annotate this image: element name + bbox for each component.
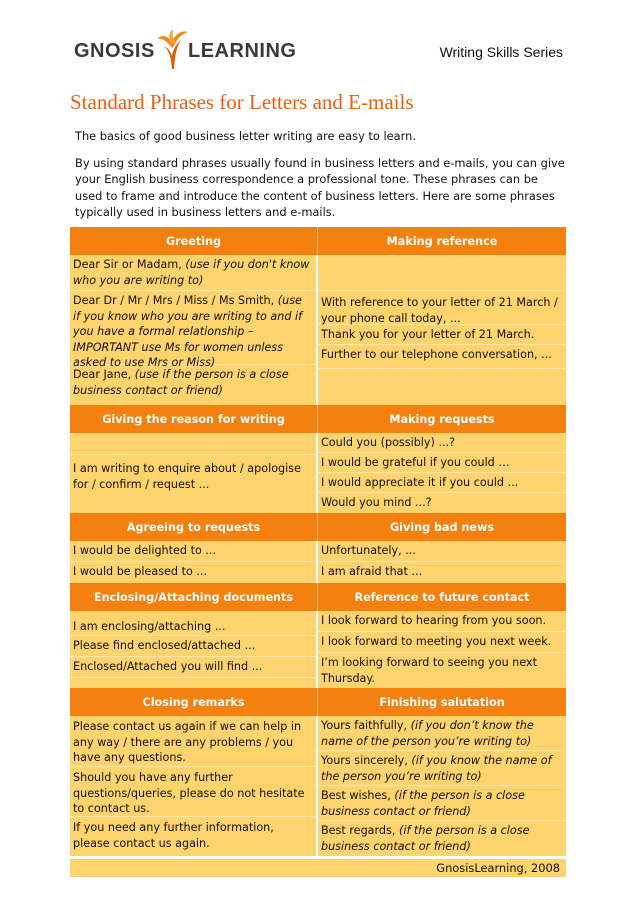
phrase-cell: I’m looking forward to seeing you next Thursday. — [321, 656, 538, 685]
intro-paragraph-2: By using standard phrases usually found in business letters and e-mails, you can give your English business correspondence a professional tone. These phrases can be used to frame and introduce the content of business letters. Here are some phrases typically used in business letters and e-mails. — [75, 155, 565, 219]
phrase-cell — [70, 365, 316, 405]
empty-cell — [318, 369, 566, 405]
section-enclosing — [70, 611, 566, 688]
phrase-note: (if the person is a close business contact or friend) — [321, 824, 530, 853]
phrase-cell: With reference to your letter of 21 March / your phone call today, ... — [318, 291, 566, 325]
phrase-text: Dear Dr / Mr / Mrs / Miss / Ms Smith, — [73, 294, 278, 307]
greeting-column — [70, 255, 318, 405]
section-reason — [70, 433, 566, 513]
intro-text — [75, 128, 565, 231]
section-header-row — [70, 688, 566, 716]
section-closing — [70, 716, 566, 856]
section-header-row — [70, 583, 566, 611]
page-title: Standard Phrases for Letters and E-mails — [70, 90, 414, 114]
phrase-note: (if you know the name of the person you’re writing to) — [321, 754, 552, 783]
phrase-cell: I look forward to meeting you next week. — [318, 632, 566, 653]
phrase-text: Dear Sir or Madam, — [73, 258, 186, 271]
empty-cell — [318, 255, 566, 291]
phrase-cell: Please find enclosed/attached ... — [70, 636, 316, 657]
series-label: Writing Skills Series — [439, 44, 563, 60]
phrase-cell — [70, 291, 316, 369]
closing-remarks-column — [70, 716, 318, 856]
header-agreeing: Agreeing to requests — [70, 513, 318, 541]
section-header-row — [70, 405, 566, 433]
header-giving-reason: Giving the reason for writing — [70, 405, 318, 433]
future-contact-column — [318, 611, 566, 688]
empty-cell — [70, 433, 316, 455]
phrase-cell: I would be delighted to ... — [70, 541, 316, 562]
header-making-requests: Making requests — [318, 405, 566, 433]
phrase-cell: I would be pleased to ... — [73, 565, 208, 578]
section-greeting — [70, 255, 566, 405]
phrase-cell: I am afraid that ... — [321, 565, 423, 578]
section-header-row — [70, 227, 566, 255]
header-bad-news: Giving bad news — [318, 513, 566, 541]
section-header-row — [70, 513, 566, 541]
phrase-cell — [318, 786, 566, 821]
phrase-cell — [318, 716, 566, 751]
empty-cell — [70, 678, 316, 688]
logo-text-learning: LEARNING — [188, 40, 297, 62]
phrase-text: Dear Jane, — [73, 368, 135, 381]
header-future-contact: Reference to future contact — [318, 583, 566, 611]
phrase-note: (if you don’t know the name of the person you’re writing to) — [321, 719, 534, 748]
phrase-note: (use if you don't know who you are writing to) — [73, 258, 310, 287]
logo-text-gnosis: GNOSIS — [74, 40, 155, 62]
phrase-text: Yours faithfully, — [321, 719, 411, 732]
header-finishing-salutation: Finishing salutation — [318, 688, 566, 716]
phrase-cell — [318, 821, 566, 856]
phrase-note: (if the person is a close business contact or friend) — [321, 789, 525, 818]
phrase-cell: Further to our telephone conversation, ... — [318, 345, 566, 369]
making-requests-column — [318, 433, 566, 513]
finishing-salutation-column — [318, 716, 566, 856]
phrase-note: (use if you know who you are writing to and if you have a formal relationship – IMPORTANT use Ms for women unless asked to use Mrs or Miss) — [73, 294, 303, 369]
phrase-cell: Could you (possibly) ...? — [318, 433, 566, 453]
phrase-cell: Unfortunately, ... — [318, 541, 566, 562]
phrase-text: Best wishes, — [321, 789, 395, 802]
making-reference-column — [318, 255, 566, 405]
phrase-cell: Please contact us again if we can help in any way / there are any problems / you have any questions. — [70, 716, 316, 767]
enclosing-column — [70, 611, 318, 688]
header-enclosing: Enclosing/Attaching documents — [70, 583, 318, 611]
agreeing-column — [70, 541, 318, 583]
phrase-cell: I would appreciate it if you could ... — [318, 473, 566, 493]
phrase-cell: I am enclosing/attaching ... — [70, 611, 316, 636]
phrase-cell: Thank you for your letter of 21 March. — [318, 325, 566, 345]
phrase-cell: I look forward to hearing from you soon. — [318, 611, 566, 632]
page-header — [0, 0, 638, 80]
phrase-cell: I am writing to enquire about / apologise for / confirm / request ... — [73, 462, 301, 491]
phrase-cell — [318, 751, 566, 786]
section-agreeing — [70, 541, 566, 583]
intro-paragraph-1: The basics of good business letter writing are easy to learn. — [75, 129, 416, 143]
header-closing-remarks: Closing remarks — [70, 688, 318, 716]
reason-column — [70, 433, 318, 513]
phrase-cell: Enclosed/Attached you will find ... — [70, 657, 316, 678]
phrase-note: (use if the person is a close business contact or friend) — [73, 368, 289, 397]
phrase-cell — [70, 255, 316, 291]
phrase-cell: If you need any further information, please contact us again. — [73, 821, 274, 850]
gnosis-learning-logo — [74, 28, 297, 70]
footer-credit: GnosisLearning, 2008 — [70, 859, 566, 877]
header-making-reference: Making reference — [318, 227, 566, 255]
phrase-text: Yours sincerely, — [321, 754, 412, 767]
phrase-cell: Should you have any further questions/queries, please do not hesitate to contact us. — [70, 767, 316, 817]
phrase-cell: Would you mind ...? — [321, 496, 432, 509]
bad-news-column — [318, 541, 566, 583]
header-greeting: Greeting — [70, 227, 318, 255]
phrases-table — [70, 227, 566, 856]
phrase-cell: I would be grateful if you could … — [318, 453, 566, 473]
flame-tree-icon — [154, 28, 190, 70]
phrase-text: Best regards, — [321, 824, 399, 837]
